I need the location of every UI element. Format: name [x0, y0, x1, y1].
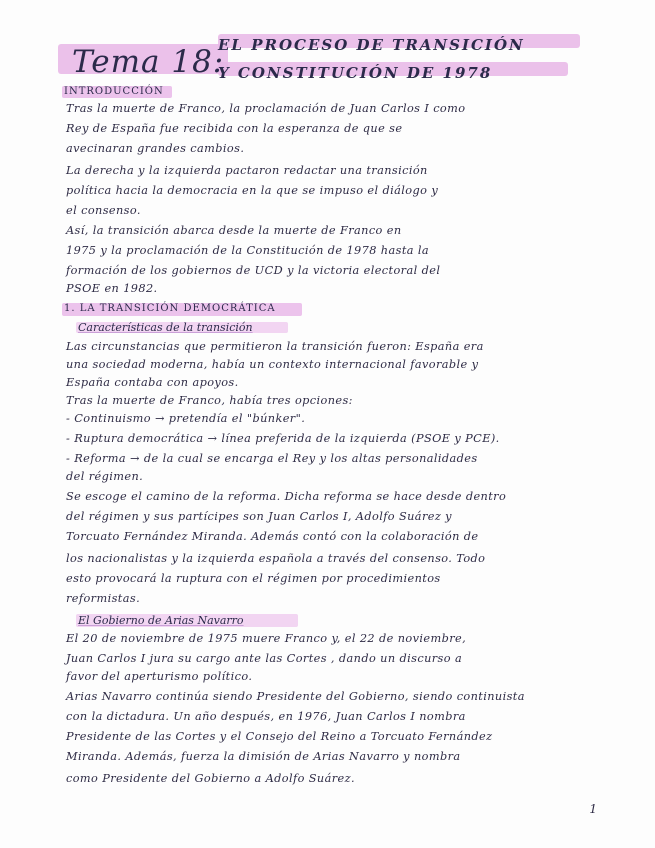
text-line: La derecha y la izquierda pactaron redactar una transición [66, 164, 428, 177]
section-heading-1: 1. LA TRANSICIÓN DEMOCRÁTICA [64, 303, 276, 314]
text-line: Así, la transición abarca desde la muerte de Franco en [66, 224, 402, 237]
text-line: Miranda. Además, fuerza la dimisión de Arias Navarro y nombra [66, 750, 461, 763]
text-line: reformistas. [66, 592, 141, 605]
text-line: del régimen y sus partícipes son Juan Carlos I, Adolfo Suárez y [66, 510, 452, 523]
text-line: con la dictadura. Un año después, en 1976, Juan Carlos I nombra [66, 710, 466, 723]
subheading-characteristics: Características de la transición [78, 321, 253, 334]
text-line: - Ruptura democrática → línea preferida de la izquierda (PSOE y PCE). [66, 432, 500, 445]
page-number: 1 [589, 802, 597, 816]
title-line-1: EL PROCESO DE TRANSICIÓN [218, 36, 525, 54]
text-line: Juan Carlos I jura su cargo ante las Cortes , dando un discurso a [66, 652, 463, 665]
text-line: del régimen. [66, 470, 144, 483]
text-line: 1975 y la proclamación de la Constitución de 1978 hasta la [66, 244, 430, 257]
text-line: avecinaran grandes cambios. [66, 142, 245, 155]
text-line: esto provocará la ruptura con el régimen por procedimientos [66, 572, 441, 585]
text-line: política hacia la democracia en la que se impuso el diálogo y [66, 184, 439, 197]
text-line: favor del aperturismo político. [66, 670, 253, 683]
subheading-arias-navarro: El Gobierno de Arias Navarro [78, 614, 244, 627]
title-main: Tema 18: [72, 44, 225, 80]
text-line: Rey de España fue recibida con la esperanza de que se [66, 122, 403, 135]
text-line: Las circunstancias que permitieron la transición fueron: España era [66, 340, 484, 353]
text-line: PSOE en 1982. [66, 282, 158, 295]
section-heading-intro: INTRODUCCIÓN [64, 86, 164, 97]
text-line: - Continuismo → pretendía el "búnker". [66, 412, 306, 425]
page-title [58, 22, 598, 92]
text-line: Torcuato Fernández Miranda. Además contó con la colaboración de [66, 530, 479, 543]
title-line-2: Y CONSTITUCIÓN DE 1978 [218, 64, 493, 82]
text-line: como Presidente del Gobierno a Adolfo Suárez. [66, 772, 355, 785]
text-line: Se escoge el camino de la reforma. Dicha reforma se hace desde dentro [66, 490, 507, 503]
text-line: una sociedad moderna, había un contexto internacional favorable y [66, 358, 479, 371]
text-line: formación de los gobiernos de UCD y la victoria electoral del [66, 264, 441, 277]
text-line: El 20 de noviembre de 1975 muere Franco y, el 22 de noviembre, [66, 632, 467, 645]
text-line: Arias Navarro continúa siendo Presidente del Gobierno, siendo continuista [66, 690, 525, 703]
text-line: Tras la muerte de Franco, la proclamación de Juan Carlos I como [66, 102, 466, 115]
text-line: los nacionalistas y la izquierda española a través del consenso. Todo [66, 552, 486, 565]
text-line: Presidente de las Cortes y el Consejo del Reino a Torcuato Fernández [66, 730, 493, 743]
text-line: - Reforma → de la cual se encarga el Rey y los altas personalidades [66, 452, 478, 465]
text-line: España contaba con apoyos. [66, 376, 239, 389]
text-line: Tras la muerte de Franco, había tres opciones: [66, 394, 353, 407]
text-line: el consenso. [66, 204, 141, 217]
